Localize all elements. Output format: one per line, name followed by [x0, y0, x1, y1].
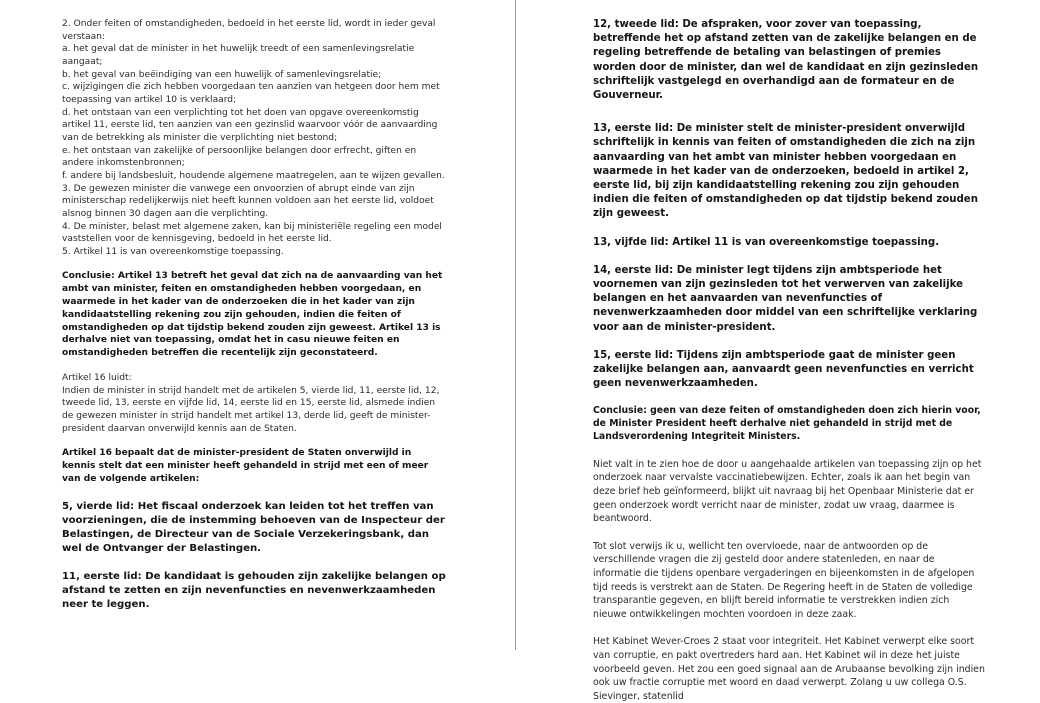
- article-12-item: f. andere bij landsbesluit, houdende algemene maatregelen, aan te wijzen gevallen.: [62, 170, 445, 181]
- article-12-item: 4. De minister, belast met algemene zaken, kan bij ministeriële regeling een model vaststellen voor de kennisgeving, bedoeld in het eerste lid.: [62, 221, 442, 245]
- article-16-heading: Artikel 16 luidt:: [62, 373, 132, 384]
- article-13-paragraph-1: 13, eerste lid: De minister stelt de minister-president onverwijld schriftelijk in kennis van feiten of omstandigheden die zich na zijn aanvaarding van het ambt van minister hebben voorgedaan en waarmede in het kader van de onderzoeken, bedoeld in artikel 2, eerste lid, bij zijn kandidaatstelling rekening zou zijn gehouden indien die feiten of omstandigheden op dat tijdstip bekend zouden zijn geweest.: [593, 123, 978, 220]
- article-12-item: 3. De gewezen minister die vanwege een onvoorzien of abrupt einde van zijn ministerschap redelijkerwijs niet heeft kunnen voldoen aan het eerste lid, voldoet alsnog binnen 30 dagen aan die verplichting.: [62, 183, 434, 219]
- paragraph-cabinet-integrity: Het Kabinet Wever-Croes 2 staat voor integriteit. Het Kabinet verwerpt elke soort van corruptie, en pakt overtreders hard aan. Het Kabinet wil in deze het juiste voorbeeld geven. Het zou een goed signaal aan de Arubaanse bevolking zijn indien ook uw fractie corruptie met woord en daad verwerpt. Zolang u uw collega O.S. Sievinger, statenlid: [593, 636, 985, 702]
- article-12-item: 2. Onder feiten of omstandigheden, bedoeld in het eerste lid, wordt in ieder geval verstaan:: [62, 19, 436, 42]
- article-12-item: e. het ontstaan van zakelijke of persoonlijke belangen door erfrecht, giften en andere inkomstenbronnen;: [62, 145, 417, 169]
- article-12-item: d. het ontstaan van een verplichting tot het doen van opgave overeenkomstig artikel 11, eerste lid, ten aanzien van een gezinslid waarvoor vóór de aanvaarding van de betrekking als minister die verplichting niet bestond;: [62, 107, 438, 143]
- article-14-paragraph-1: 14, eerste lid: De minister legt tijdens zijn ambtsperiode het voornemen van zijn gezinsleden tot het verwerven van zakelijke belangen en het aanvaarden van nevenfuncties of nevenwerkzaamheden door middel van een schriftelijke verklaring voor aan de minister-president.: [593, 264, 978, 333]
- article-12-item: 5. Artikel 11 is van overeenkomstige toepassing.: [62, 246, 284, 257]
- article-12-item: b. het geval van beëindiging van een huwelijk of samenlevingsrelatie;: [62, 69, 382, 80]
- article-5-paragraph-4: 5, vierde lid: Het fiscaal onderzoek kan leiden tot het treffen van voorzieningen, die de instemming behoeven van de Inspecteur der Belastingen, de Directeur van de Sociale Verzekeringsbank, dan wel de Ontvanger der Belastingen.: [62, 500, 445, 554]
- conclusion-article-13: Conclusie: Artikel 13 betreft het geval dat zich na de aanvaarding van het ambt van minister, feiten en omstandigheden hebben voorgedaan, en waarmede in het kader van de onderzoeken die in het kader van zijn kandidaatstelling rekening zou zijn gehouden, indien die feiten of omstandigheden op dat tijdstip bekend zouden zijn geweest. Artikel 13 is derhalve niet van toepassing, omdat het in casu nieuwe feiten en omstandigheden betreffen die recentelijk zijn geconstateerd.: [62, 271, 443, 359]
- article-12-paragraph-2: 12, tweede lid: De afspraken, voor zover van toepassing, betreffende het op afstand zetten van de zakelijke belangen en de regeling betreffende de betaling van belastingen of premies worden door de minister, dan wel de kandidaat en zijn gezinsleden schriftelijk vastgelegd en overhandigd aan de formateur en de Gouverneur.: [593, 19, 979, 102]
- article-16-text: Indien de minister in strijd handelt met de artikelen 5, vierde lid, 11, eerste lid, 12, tweede lid, 13, eerste en vijfde lid, 14, eerste lid en 15, eerste lid, alsmede indien de gewezen minister in strijd handelt met artikel 13, derde lid, geeft de minister-president daarvan onverwijld kennis aan de Staten.: [62, 385, 440, 434]
- article-12-item: c. wijzigingen die zich hebben voorgedaan ten aanzien van hetgeen door hem met toepassing van artikel 10 is verklaard;: [62, 82, 440, 105]
- left-page: [0, 0, 515, 650]
- article-13-paragraph-5: 13, vijfde lid: Artikel 11 is van overeenkomstige toepassing.: [593, 236, 940, 248]
- article-11-paragraph-1: 11, eerste lid: De kandidaat is gehouden zijn zakelijke belangen op afstand te zetten en zijn nevenfuncties en nevenwerkzaamheden neer te leggen.: [62, 571, 446, 611]
- article-12-subsections: [62, 18, 447, 258]
- right-page-column: [593, 18, 985, 703]
- paragraph-closing-reference: Tot slot verwijs ik u, wellicht ten overvloede, naar de antwoorden op de verschillende vragen die zij gesteld door andere statenleden, en naar de informatie die tijdens openbare vergaderingen en bijeenkomsten in de afgelopen tijd reeds is verstrekt aan de Staten. De Regering heeft in de Staten de volledige transparantie gegeven, en blijft bereid informatie te verstrekken indien zich nieuwe ontwikkelingen mochten voordoen in deze zaak.: [593, 540, 975, 620]
- article-15-paragraph-1: 15, eerste lid: Tijdens zijn ambtsperiode gaat de minister geen zakelijke belangen aan, aanvaardt geen nevenfuncties en verricht geen nevenwerkzaamheden.: [593, 349, 974, 390]
- final-conclusion: Conclusie: geen van deze feiten of omstandigheden doen zich hierin voor, de Minister President heeft derhalve niet gehandeld in strijd met de Landsverordening Integriteit Ministers.: [593, 405, 981, 443]
- right-page: [515, 0, 1040, 702]
- article-16-summary: Artikel 16 bepaalt dat de minister-president de Staten onverwijld in kennis stelt dat een minister heeft gehandeld in strijd met een of meer van de volgende artikelen:: [62, 448, 429, 484]
- paragraph-vaccination-inquiry: Niet valt in te zien hoe de door u aangehaalde artikelen van toepassing zijn op het onderzoek naar vervalste vaccinatiebewijzen. Echter, zoals ik aan het begin van deze brief heb geïnformeerd, blijkt uit navraag bij het Openbaar Ministerie dat er geen onderzoek wordt verricht naar de minister, zodat uw vraag, daarmee is beantwoord.: [593, 458, 982, 525]
- left-page-column: [62, 18, 447, 612]
- article-12-item: a. het geval dat de minister in het huwelijk treedt of een samenlevingsrelatie aangaat;: [62, 44, 415, 67]
